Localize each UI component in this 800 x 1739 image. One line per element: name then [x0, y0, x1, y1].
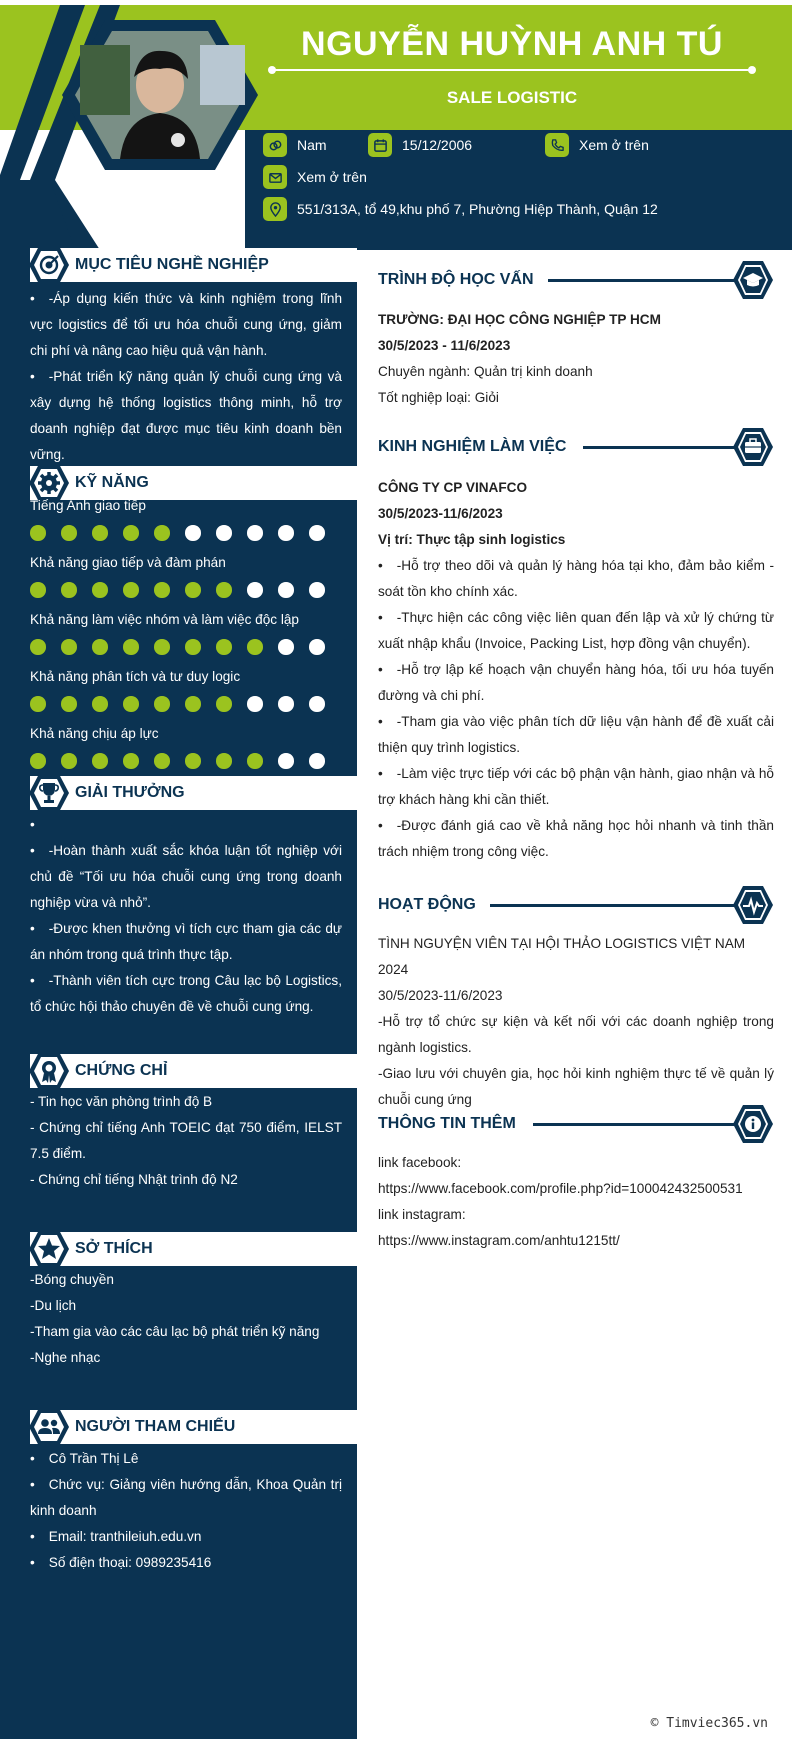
- watermark: © Timviec365.vn: [650, 1716, 768, 1731]
- skills-heading: [30, 466, 357, 500]
- email-value: Xem ở trên: [297, 169, 367, 185]
- skill-rating: [30, 639, 325, 655]
- rating-dot-filled: [185, 582, 201, 598]
- rating-dot-empty: [247, 582, 263, 598]
- experience-item: • -Hỗ trợ lập kế hoạch vận chuyển hàng hóa, tối ưu hóa tuyến đường và chi phí.: [378, 657, 774, 709]
- awards-heading: [30, 776, 357, 810]
- birthday-info: [368, 133, 472, 157]
- rating-dot-filled: [185, 753, 201, 769]
- experience-time: 30/5/2023-11/6/2023: [378, 506, 503, 521]
- rating-dot-empty: [278, 753, 294, 769]
- education-body: [378, 307, 774, 411]
- references-list: [30, 1446, 342, 1576]
- objective-item: • -Phát triển kỹ năng quản lý chuỗi cung ứng và xây dựng hệ thống logistics thông minh, hỗ trợ doanh nghiệp đạt được mục tiêu kinh doanh bền vững.: [30, 364, 342, 468]
- facebook-label: link facebook:: [378, 1155, 462, 1170]
- experience-title: KINH NGHIỆM LÀM VIỆC: [378, 438, 567, 455]
- rating-dot-filled: [30, 696, 46, 712]
- experience-item: • -Hỗ trợ theo dõi và quản lý hàng hóa tại kho, đảm bảo kiểm -soát tồn kho chính xác.: [378, 553, 774, 605]
- more-info-divider: [533, 1123, 758, 1126]
- rating-dot-empty: [185, 525, 201, 541]
- trophy-icon: [28, 772, 70, 814]
- references-heading: [30, 1410, 357, 1444]
- activity-org: TÌNH NGUYỆN VIÊN TẠI HỘI THẢO LOGISTICS VIỆT NAM 2024: [378, 936, 746, 977]
- skill-rating: [30, 753, 325, 769]
- address-value: 551/313A, tổ 49,khu phố 7, Phường Hiệp Thành, Quận 12: [297, 201, 658, 217]
- rating-dot-filled: [92, 582, 108, 598]
- skill-rating: [30, 696, 325, 712]
- activities-title: HOẠT ĐỘNG: [378, 896, 476, 913]
- graduation-cap-icon: [733, 260, 773, 300]
- rating-dot-filled: [216, 753, 232, 769]
- rating-dot-filled: [154, 639, 170, 655]
- activities-heading: [378, 888, 773, 922]
- certificate-item: - Chứng chỉ tiếng Anh TOEIC đạt 750 điểm, IELST 7.5 điểm.: [30, 1120, 342, 1161]
- references-title: NGƯỜI THAM CHIẾU: [75, 1418, 236, 1435]
- target-icon: [28, 244, 70, 286]
- rating-dot-filled: [92, 696, 108, 712]
- more-info-body: [378, 1150, 774, 1254]
- avatar-frame: [0, 5, 260, 250]
- rating-dot-filled: [154, 582, 170, 598]
- activity-line: -Giao lưu với chuyên gia, học hỏi kinh nghiệm thực tế về quản lý chuỗi cung ứng: [378, 1066, 774, 1107]
- rating-dot-empty: [309, 753, 325, 769]
- rating-dot-empty: [309, 525, 325, 541]
- rating-dot-filled: [61, 753, 77, 769]
- rating-dot-filled: [154, 696, 170, 712]
- rating-dot-filled: [216, 639, 232, 655]
- skill-name: Khả năng làm việc nhóm và làm việc độc lập: [30, 612, 299, 627]
- education-major: Chuyên ngành: Quản trị kinh doanh: [378, 364, 593, 379]
- hobbies-heading: [30, 1232, 357, 1266]
- experience-item: • -Được đánh giá cao về khả năng học hỏi nhanh và tinh thần trách nhiệm trong công việc.: [378, 813, 774, 865]
- skill-name: Khả năng phân tích và tư duy logic: [30, 669, 241, 684]
- activity-line: -Hỗ trợ tổ chức sự kiện và kết nối với các doanh nghiệp trong ngành logistics.: [378, 1014, 774, 1055]
- email-info: [263, 165, 367, 189]
- certificates-title: CHỨNG CHỈ: [75, 1062, 168, 1079]
- star-icon: [28, 1228, 70, 1270]
- awards-title: GIẢI THƯỞNG: [75, 784, 185, 801]
- calendar-icon: [368, 133, 392, 157]
- experience-heading: [378, 430, 773, 464]
- people-icon: [28, 1406, 70, 1448]
- skill-rating: [30, 525, 325, 541]
- gender-info: [263, 133, 327, 157]
- rating-dot-filled: [92, 753, 108, 769]
- reference-item: • Số điện thoại: 0989235416: [30, 1550, 342, 1576]
- header-navy-band: [245, 130, 792, 250]
- candidate-name: NGUYỄN HUỲNH ANH TÚ: [301, 25, 723, 63]
- rating-dot-filled: [123, 753, 139, 769]
- experience-company: CÔNG TY CP VINAFCO: [378, 480, 528, 495]
- certificates-heading: [30, 1054, 357, 1088]
- rating-dot-filled: [61, 696, 77, 712]
- award-item: • -Được khen thưởng vì tích cực tham gia các dự án nhóm trong quá trình thực tập.: [30, 916, 342, 968]
- rating-dot-empty: [247, 525, 263, 541]
- experience-item: • -Thực hiện các công việc liên quan đến lập và xử lý chứng từ xuất nhập khẩu (Invoice, Packing List, hợp đồng vận chuyển).: [378, 605, 774, 657]
- rating-dot-filled: [247, 753, 263, 769]
- hobby-item: -Nghe nhạc: [30, 1350, 101, 1365]
- gender-value: Nam: [297, 137, 327, 153]
- rating-dot-filled: [30, 639, 46, 655]
- hobby-item: -Tham gia vào các câu lạc bộ phát triển kỹ năng: [30, 1324, 320, 1339]
- certificate-item: - Chứng chỉ tiếng Nhật trình độ N2: [30, 1172, 238, 1187]
- hobbies-list: [30, 1267, 342, 1371]
- award-item: • -Thành viên tích cực trong Câu lạc bộ Logistics, tổ chức hội thảo chuyên đề về chuỗi cung ứng.: [30, 968, 342, 1020]
- rating-dot-filled: [61, 525, 77, 541]
- experience-item: • -Tham gia vào việc phân tích dữ liệu vận hành để đề xuất cải thiện quy trình logistics.: [378, 709, 774, 761]
- rating-dot-filled: [123, 582, 139, 598]
- education-grade: Tốt nghiệp loại: Giỏi: [378, 390, 499, 405]
- objective-item: • -Áp dụng kiến thức và kinh nghiệm trong lĩnh vực logistics để tối ưu hóa chuỗi cung ứng, giảm chi phí và nâng cao hiệu quả vận hành.: [30, 286, 342, 364]
- certificate-item: - Tin học văn phòng trình độ B: [30, 1094, 213, 1109]
- experience-item: • -Làm việc trực tiếp với các bộ phận vận hành, giao nhận và hỗ trợ khách hàng khi cần thiết.: [378, 761, 774, 813]
- phone-info: [545, 133, 649, 157]
- education-divider: [548, 279, 758, 282]
- objective-list: [30, 286, 342, 468]
- address-info: [263, 197, 658, 221]
- rating-dot-filled: [123, 696, 139, 712]
- activity-time: 30/5/2023-11/6/2023: [378, 988, 503, 1003]
- rating-dot-empty: [278, 639, 294, 655]
- phone-value: Xem ở trên: [579, 137, 649, 153]
- rating-dot-filled: [123, 525, 139, 541]
- rating-dot-empty: [278, 696, 294, 712]
- rating-dot-filled: [216, 582, 232, 598]
- activities-divider: [490, 904, 758, 907]
- hobby-item: -Du lịch: [30, 1298, 77, 1313]
- job-title: SALE LOGISTIC: [446, 88, 578, 107]
- education-time: 30/5/2023 - 11/6/2023: [378, 338, 511, 353]
- skill-name: Khả năng giao tiếp và đàm phán: [30, 555, 226, 570]
- experience-position: Vị trí: Thực tập sinh logistics: [378, 532, 566, 547]
- award-item: [30, 812, 342, 838]
- more-info-title: THÔNG TIN THÊM: [378, 1115, 516, 1132]
- rating-dot-empty: [278, 525, 294, 541]
- skills-title: KỸ NĂNG: [75, 474, 149, 491]
- skill-name: Tiếng Anh giao tiếp: [30, 498, 146, 513]
- medal-icon: [28, 1050, 70, 1092]
- pulse-icon: [733, 885, 773, 925]
- certificates-list: [30, 1089, 342, 1193]
- cv-page: [0, 5, 792, 1739]
- rating-dot-filled: [185, 639, 201, 655]
- awards-list: [30, 812, 342, 1020]
- header: [0, 5, 792, 250]
- rating-dot-empty: [309, 582, 325, 598]
- reference-item: • Cô Trần Thị Lê: [30, 1446, 342, 1472]
- facebook-link[interactable]: https://www.facebook.com/profile.php?id=100042432500531: [378, 1181, 743, 1196]
- gender-icon: [263, 133, 287, 157]
- hobby-item: -Bóng chuyền: [30, 1272, 114, 1287]
- education-title: TRÌNH ĐỘ HỌC VẤN: [378, 271, 534, 288]
- name-divider: [272, 69, 752, 71]
- objective-title: MỤC TIÊU NGHỀ NGHIỆP: [75, 256, 269, 273]
- rating-dot-filled: [247, 639, 263, 655]
- rating-dot-filled: [154, 525, 170, 541]
- hobbies-title: SỞ THÍCH: [75, 1240, 153, 1257]
- mail-icon: [263, 165, 287, 189]
- birthday-value: 15/12/2006: [402, 137, 473, 153]
- briefcase-icon: [733, 427, 773, 467]
- rating-dot-filled: [92, 525, 108, 541]
- skill-rating: [30, 582, 325, 598]
- reference-item: • Email: tranthileiuh.edu.vn: [30, 1524, 342, 1550]
- experience-body: [378, 475, 774, 865]
- rating-dot-filled: [216, 696, 232, 712]
- experience-divider: [583, 446, 758, 449]
- rating-dot-filled: [92, 639, 108, 655]
- award-item: • -Hoàn thành xuất sắc khóa luận tốt nghiệp với chủ đề “Tối ưu hóa chuỗi cung ứng trong doanh nghiệp vừa và nhỏ”.: [30, 838, 342, 916]
- instagram-label: link instagram:: [378, 1207, 466, 1222]
- rating-dot-empty: [216, 525, 232, 541]
- rating-dot-filled: [30, 753, 46, 769]
- skill-name: Khả năng chịu áp lực: [30, 726, 159, 741]
- rating-dot-filled: [185, 696, 201, 712]
- education-heading: [378, 263, 773, 297]
- rating-dot-empty: [309, 696, 325, 712]
- rating-dot-filled: [30, 525, 46, 541]
- objective-heading: [30, 248, 357, 282]
- location-icon: [263, 197, 287, 221]
- instagram-link[interactable]: https://www.instagram.com/anhtu1215tt/: [378, 1233, 620, 1248]
- reference-item: • Chức vụ: Giảng viên hướng dẫn, Khoa Quản trị kinh doanh: [30, 1472, 342, 1524]
- phone-icon: [545, 133, 569, 157]
- rating-dot-filled: [30, 582, 46, 598]
- info-icon: [733, 1104, 773, 1144]
- rating-dot-empty: [247, 696, 263, 712]
- more-info-heading: [378, 1107, 773, 1141]
- education-school: TRƯỜNG: ĐẠI HỌC CÔNG NGHIỆP TP HCM: [378, 312, 661, 327]
- rating-dot-empty: [278, 582, 294, 598]
- rating-dot-filled: [61, 582, 77, 598]
- rating-dot-filled: [61, 639, 77, 655]
- rating-dot-filled: [154, 753, 170, 769]
- activities-body: [378, 931, 774, 1113]
- rating-dot-empty: [309, 639, 325, 655]
- rating-dot-filled: [123, 639, 139, 655]
